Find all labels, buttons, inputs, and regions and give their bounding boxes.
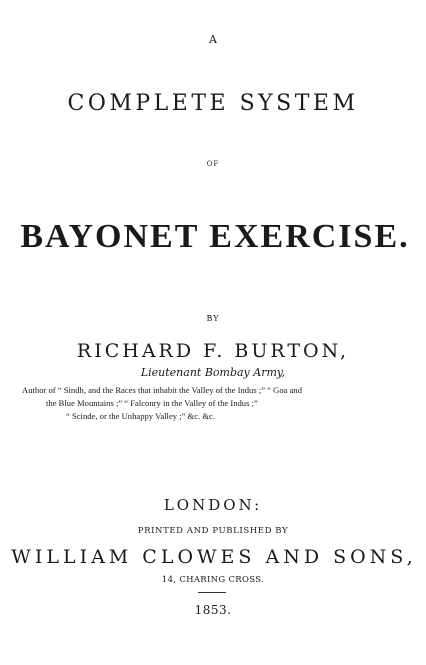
title-article: A: [209, 33, 217, 46]
other-works-line: the Blue Mountains ;” “ Falconry in the Valley of the Indus ;”: [46, 398, 258, 408]
title-line-2: BAYONET EXERCISE.: [20, 218, 410, 255]
by-line: BY: [206, 314, 220, 323]
author-other-works: [22, 384, 412, 423]
author-rank: Lieutenant Bombay Army,: [140, 366, 286, 379]
printed-by-line: PRINTED AND PUBLISHED BY: [137, 526, 289, 536]
title-line-1: COMPLETE SYSTEM: [67, 91, 359, 116]
author-name: RICHARD F. BURTON,: [76, 340, 350, 362]
printer-name: WILLIAM CLOWES AND SONS,: [11, 546, 417, 568]
publication-year: 1853.: [194, 603, 232, 617]
other-works-line: Author of “ Sindh, and the Races that inhabit the Valley of the Indus ;” “ Goa and: [22, 385, 303, 395]
publication-place: LONDON:: [163, 496, 263, 514]
divider-rule: [198, 592, 226, 593]
printer-address: 14, CHARING CROSS.: [161, 575, 265, 585]
title-of: OF: [206, 160, 220, 168]
other-works-line: “ Scinde, or the Unhappy Valley ;” &c. &c.: [66, 411, 215, 421]
